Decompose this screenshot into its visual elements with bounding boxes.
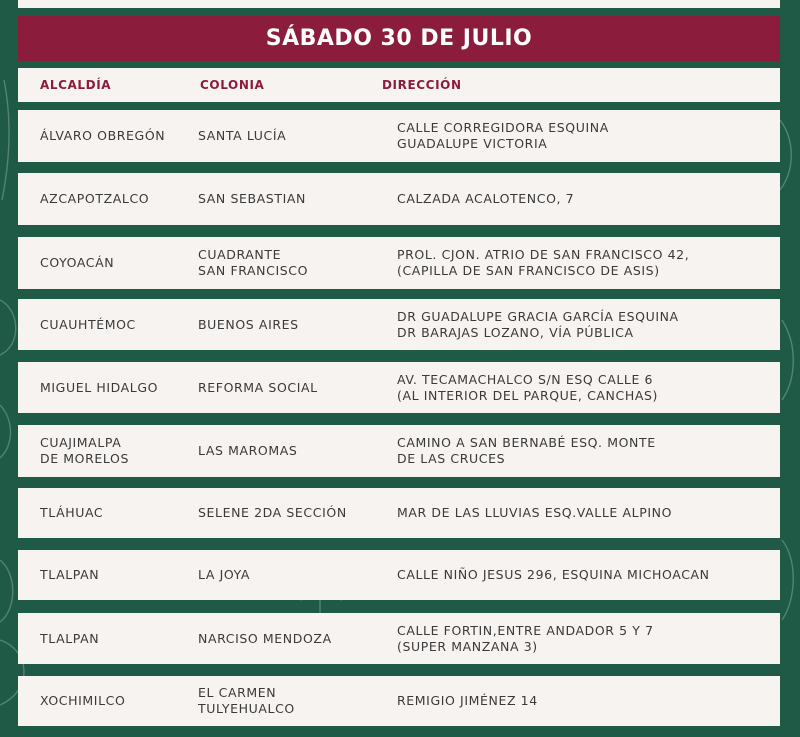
top-strip [18, 0, 780, 8]
header-direccion: DIRECCIÓN [382, 78, 462, 92]
cell-alcaldia: AZCAPOTZALCO [40, 191, 150, 206]
cell-colonia: REFORMA SOCIAL [198, 379, 318, 395]
cell-colonia: LAS MAROMAS [198, 443, 298, 458]
table-row [18, 110, 780, 162]
cell-direccion: CALLE NIÑO JESUS 296, ESQUINA MICHOACAN [397, 567, 710, 582]
cell-colonia: SAN SEBASTIAN [198, 191, 306, 206]
table-row [18, 237, 780, 289]
cell-direccion: CALZADA ACALOTENCO, 7 [397, 191, 575, 206]
table-row [18, 488, 780, 538]
table-row [18, 550, 780, 600]
cell-direccion: CALLE FORTIN,ENTRE ANDADOR 5 Y 7 (SUPER MANZANA 3) [397, 622, 654, 654]
cell-colonia: EL CARMEN TULYEHUALCO [198, 685, 295, 716]
cell-direccion: AV. TECAMACHALCO S/N ESQ CALLE 6 (AL INTERIOR DEL PARQUE, CANCHAS) [397, 371, 658, 403]
cell-alcaldia: TLALPAN [40, 567, 100, 582]
cell-alcaldia: TLALPAN [40, 630, 100, 646]
cell-colonia: SELENE 2DA SECCIÓN [198, 505, 347, 520]
table-row [18, 425, 780, 477]
table-row [18, 173, 780, 225]
cell-direccion: PROL. CJON. ATRIO DE SAN FRANCISCO 42, (CAPILLA DE SAN FRANCISCO DE ASIS) [397, 247, 690, 278]
header-colonia: COLONIA [200, 78, 265, 92]
cell-alcaldia: CUAJIMALPA DE MORELOS [40, 435, 129, 466]
cell-alcaldia: XOCHIMILCO [40, 693, 126, 708]
cell-colonia: SANTA LUCÍA [198, 128, 287, 143]
header-alcaldia: ALCALDÍA [40, 78, 112, 92]
cell-colonia: LA JOYA [198, 567, 251, 582]
table-header [18, 68, 780, 102]
cell-alcaldia: MIGUEL HIDALGO [40, 379, 159, 395]
page-title: SÁBADO 30 DE JULIO [18, 16, 780, 61]
cell-alcaldia: CUAUHTÉMOC [40, 316, 136, 332]
cell-alcaldia: ÁLVARO OBREGÓN [40, 128, 166, 143]
cell-colonia: NARCISO MENDOZA [198, 630, 332, 646]
cell-direccion: DR GUADALUPE GRACIA GARCÍA ESQUINA DR BARAJAS LOZANO, VÍA PÚBLICA [397, 308, 679, 340]
cell-direccion: REMIGIO JIMÉNEZ 14 [397, 693, 538, 708]
cell-alcaldia: TLÁHUAC [40, 505, 104, 520]
table-row [18, 299, 780, 350]
table-row [18, 613, 780, 664]
cell-colonia: BUENOS AIRES [198, 316, 299, 332]
cell-direccion: CAMINO A SAN BERNABÉ ESQ. MONTE DE LAS CRUCES [397, 435, 656, 466]
cell-direccion: MAR DE LAS LLUVIAS ESQ.VALLE ALPINO [397, 505, 673, 520]
cell-alcaldia: COYOACÁN [40, 255, 115, 270]
table-row [18, 676, 780, 726]
table-row [18, 362, 780, 413]
cell-direccion: CALLE CORREGIDORA ESQUINA GUADALUPE VICTORIA [397, 120, 609, 151]
cell-colonia: CUADRANTE SAN FRANCISCO [198, 247, 309, 278]
